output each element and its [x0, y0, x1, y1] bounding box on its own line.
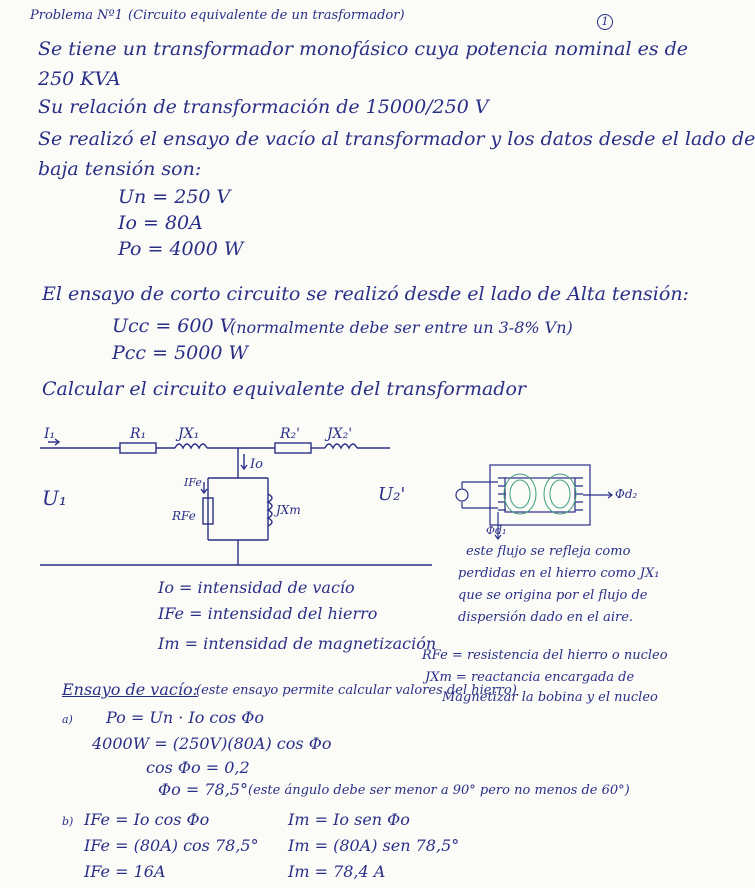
- sketch-note-4: dispersión dado en el aire.: [458, 610, 634, 625]
- legend-ife: IFe = intensidad del hierro: [158, 604, 378, 623]
- page-number: 1: [597, 14, 613, 30]
- legend-jxm-1: JXm = reactancia encargada de: [425, 670, 635, 685]
- eq-im: Im = Io sen Φo: [288, 810, 410, 829]
- eq-ife: IFe = Io cos Φo: [84, 810, 210, 829]
- task-statement: Calcular el circuito equivalente del transformador: [42, 378, 526, 400]
- u2-label: U₂': [378, 484, 406, 505]
- jxm-component-label: JXm: [276, 503, 301, 517]
- eq-ife-sub: IFe = (80A) cos 78,5°: [84, 836, 259, 855]
- cc-intro: El ensayo de corto circuito se realizó desde el lado de Alta tensión:: [42, 283, 689, 305]
- legend-io: Io = intensidad de vacío: [158, 578, 355, 597]
- flux-lines: [504, 474, 576, 514]
- problem-subtitle: (Circuito equivalente de un trasformador): [128, 8, 405, 23]
- statement-line-2: 250 KVA: [38, 68, 121, 90]
- pcc-value: Pcc = 5000 W: [112, 342, 248, 364]
- ensayo-note: (este ensayo permite calcular valores del hierro): [196, 683, 517, 698]
- ucc-value: Ucc = 600 V: [112, 315, 234, 337]
- legend-im: Im = intensidad de magnetización: [158, 634, 437, 653]
- legend-jxm-2: Magnetizar la bobina y el nucleo: [442, 690, 658, 705]
- statement-line-1: Se tiene un transformador monofásico cuya potencia nominal es de: [38, 38, 689, 60]
- jx2-label: JX₂': [327, 426, 353, 442]
- un-value: Un = 250 V: [118, 186, 231, 208]
- eq-ife-result: IFe = 16A: [84, 862, 166, 881]
- statement-line-5: baja tensión son:: [38, 158, 202, 180]
- i1-label: I₁: [44, 426, 56, 442]
- part-b-label: b): [62, 815, 74, 828]
- ucc-note: (normalmente debe ser entre un 3-8% Vn): [230, 318, 573, 337]
- eq-im-sub: Im = (80A) sen 78,5°: [288, 836, 460, 855]
- po-value: Po = 4000 W: [118, 238, 244, 260]
- io-value: Io = 80A: [118, 212, 203, 234]
- statement-line-3: Su relación de transformación de 15000/250 V: [38, 96, 489, 118]
- eq-cos: cos Φo = 0,2: [146, 758, 250, 777]
- eq-substitution: 4000W = (250V)(80A) cos Φo: [92, 734, 332, 753]
- eq-im-result: Im = 78,4 A: [288, 862, 386, 881]
- problem-title: Problema Nº1: [30, 8, 123, 23]
- part-a-label: a): [62, 713, 73, 726]
- sketch-note-2: perdidas en el hierro como JX₁: [458, 566, 660, 581]
- eq-angle-note: (este ángulo debe ser menor a 90° pero no menos de 60°): [248, 783, 630, 798]
- eq-angle: Φo = 78,5°: [158, 780, 248, 799]
- sketch-note-3: que se origina por el flujo de: [458, 588, 648, 603]
- r1-label: R₁: [130, 426, 147, 442]
- u1-label: U₁: [42, 486, 67, 510]
- eq-power: Po = Un · Io cos Φo: [106, 708, 265, 727]
- jx1-label: JX₁: [178, 426, 200, 442]
- transformer-core-sketch: [456, 465, 612, 539]
- sketch-note-1: este flujo se refleja como: [466, 544, 631, 559]
- statement-line-4: Se realizó el ensayo de vacío al transformador y los datos desde el lado de: [38, 128, 755, 150]
- ife-branch-label: IFe: [184, 476, 202, 489]
- io-branch-label: Io: [250, 457, 263, 472]
- legend-rfe: RFe = resistencia del hierro o nucleo: [422, 648, 668, 663]
- r2-label: R₂': [280, 426, 301, 442]
- ensayo-title: Ensayo de vacío:: [62, 680, 198, 699]
- phi-d2-label: Φd₂: [615, 487, 638, 501]
- rfe-component-label: RFe: [172, 509, 196, 523]
- phi-d1-label: Φd₁: [486, 524, 507, 537]
